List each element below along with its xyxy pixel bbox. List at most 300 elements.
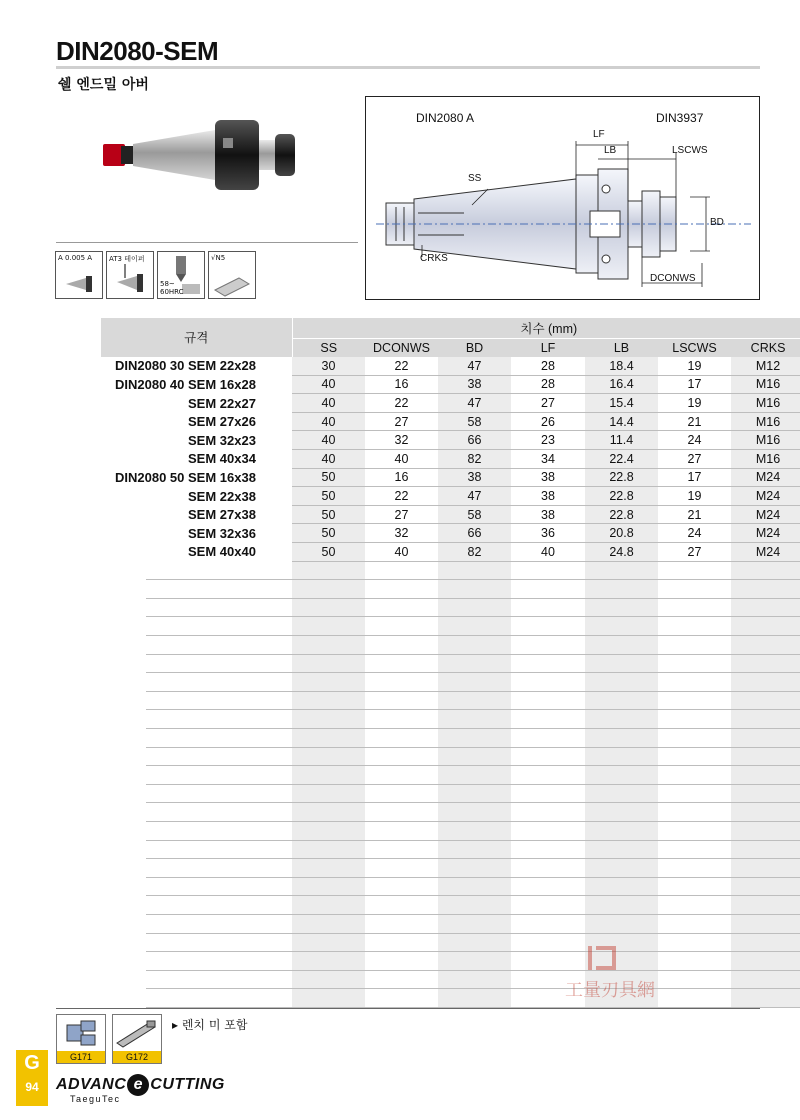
empty-cell	[438, 617, 511, 636]
cell-ss: 50	[292, 468, 365, 487]
table-row	[101, 450, 800, 469]
spec-cell	[101, 394, 292, 413]
empty-cell	[438, 877, 511, 896]
cell-lf: 23	[511, 431, 585, 450]
spec-size: SEM 16x28	[188, 376, 256, 392]
empty-cell	[585, 766, 658, 785]
cell-ss: 40	[292, 431, 365, 450]
cell-ss: 30	[292, 357, 365, 376]
empty-cell	[438, 580, 511, 599]
spec-size: SEM 40x40	[188, 544, 256, 560]
cell-bd: 66	[438, 431, 511, 450]
empty-cell	[292, 561, 365, 580]
title-divider	[56, 66, 760, 69]
empty-cell	[438, 561, 511, 580]
empty-cell	[658, 766, 731, 785]
empty-cell	[511, 877, 585, 896]
empty-cell	[292, 989, 365, 1008]
empty-cell	[511, 747, 585, 766]
page-subtitle: 쉘 엔드밀 아버	[58, 77, 149, 93]
bottom-divider	[56, 1008, 760, 1009]
cell-bd: 38	[438, 375, 511, 394]
cell-crks: M16	[731, 394, 800, 413]
empty-spec-cell	[101, 747, 292, 766]
empty-spec-cell	[101, 710, 292, 729]
cell-crks: M24	[731, 524, 800, 543]
empty-cell	[585, 859, 658, 878]
empty-cell	[438, 654, 511, 673]
spec-cell	[101, 505, 292, 524]
empty-cell	[365, 766, 438, 785]
empty-cell	[731, 821, 800, 840]
empty-cell	[511, 840, 585, 859]
empty-cell	[292, 877, 365, 896]
spec-size: SEM 27x38	[188, 507, 256, 523]
empty-spec-cell	[101, 821, 292, 840]
empty-cell	[292, 821, 365, 840]
empty-row	[101, 747, 800, 766]
empty-spec-cell	[101, 989, 292, 1008]
dim-crks: CRKS	[420, 253, 448, 264]
empty-cell	[365, 747, 438, 766]
empty-cell	[292, 617, 365, 636]
empty-cell	[292, 784, 365, 803]
empty-cell	[365, 859, 438, 878]
spec-cell	[101, 375, 292, 394]
empty-cell	[731, 766, 800, 785]
key-icon	[113, 1015, 161, 1051]
empty-cell	[438, 803, 511, 822]
empty-cell	[731, 784, 800, 803]
empty-cell	[511, 728, 585, 747]
empty-row	[101, 914, 800, 933]
empty-spec-cell	[101, 952, 292, 971]
empty-cell	[365, 970, 438, 989]
empty-cell	[585, 877, 658, 896]
cell-lscws: 21	[658, 412, 731, 431]
cell-lf: 27	[511, 394, 585, 413]
empty-cell	[511, 673, 585, 692]
spec-size: SEM 22x28	[188, 358, 256, 374]
empty-cell	[438, 747, 511, 766]
column-header-lb: LB	[585, 338, 658, 357]
empty-cell	[658, 580, 731, 599]
empty-row	[101, 710, 800, 729]
empty-cell	[292, 728, 365, 747]
cell-dconws: 22	[365, 394, 438, 413]
cell-dconws: 27	[365, 505, 438, 524]
empty-cell	[511, 803, 585, 822]
spec-table	[56, 318, 786, 1008]
empty-spec-cell	[101, 598, 292, 617]
empty-spec-cell	[101, 840, 292, 859]
spec-size: SEM 22x38	[188, 488, 256, 504]
empty-cell	[731, 859, 800, 878]
spec-header: 규격	[101, 318, 292, 357]
empty-spec-cell	[101, 859, 292, 878]
empty-cell	[292, 598, 365, 617]
cell-dconws: 27	[365, 412, 438, 431]
empty-cell	[438, 896, 511, 915]
empty-spec-cell	[101, 784, 292, 803]
cell-crks: M16	[731, 412, 800, 431]
drawing-svg	[366, 97, 759, 299]
empty-row	[101, 691, 800, 710]
empty-cell	[658, 561, 731, 580]
empty-cell	[292, 859, 365, 878]
empty-cell	[511, 710, 585, 729]
cell-crks: M16	[731, 431, 800, 450]
column-header-crks: CRKS	[731, 338, 800, 357]
accessory-code: G171	[57, 1051, 105, 1063]
empty-cell	[365, 617, 438, 636]
empty-spec-cell	[101, 877, 292, 896]
spec-cell	[101, 543, 292, 562]
empty-cell	[658, 840, 731, 859]
surface-finish-icon	[208, 251, 256, 299]
cell-bd: 58	[438, 505, 511, 524]
table-row	[101, 468, 800, 487]
empty-cell	[365, 710, 438, 729]
spec-size: SEM 40x34	[188, 451, 256, 467]
cell-crks: M16	[731, 450, 800, 469]
empty-cell	[365, 914, 438, 933]
cell-lscws: 27	[658, 543, 731, 562]
empty-cell	[731, 970, 800, 989]
cell-lf: 28	[511, 375, 585, 394]
empty-cell	[585, 598, 658, 617]
empty-cell	[731, 896, 800, 915]
empty-cell	[731, 691, 800, 710]
spec-cell	[101, 450, 292, 469]
cell-lf: 38	[511, 468, 585, 487]
spec-size: SEM 32x36	[188, 525, 256, 541]
empty-row	[101, 784, 800, 803]
empty-spec-cell	[101, 803, 292, 822]
empty-cell	[658, 896, 731, 915]
empty-cell	[438, 673, 511, 692]
cell-lf: 34	[511, 450, 585, 469]
empty-cell	[658, 914, 731, 933]
empty-row	[101, 933, 800, 952]
empty-cell	[585, 691, 658, 710]
column-header-lscws: LSCWS	[658, 338, 731, 357]
technical-drawing	[365, 96, 760, 300]
empty-cell	[438, 840, 511, 859]
cell-dconws: 32	[365, 524, 438, 543]
empty-cell	[365, 877, 438, 896]
runout-tolerance-icon	[55, 251, 103, 299]
table-row	[101, 543, 800, 562]
empty-cell	[511, 617, 585, 636]
empty-cell	[438, 914, 511, 933]
empty-spec-cell	[101, 561, 292, 580]
empty-cell	[365, 580, 438, 599]
empty-cell	[292, 970, 365, 989]
empty-cell	[658, 747, 731, 766]
empty-cell	[438, 710, 511, 729]
empty-cell	[365, 561, 438, 580]
cell-ss: 50	[292, 543, 365, 562]
empty-row	[101, 896, 800, 915]
empty-cell	[585, 617, 658, 636]
column-header-ss: SS	[292, 338, 365, 357]
brand-logo	[56, 1074, 225, 1096]
empty-cell	[511, 691, 585, 710]
empty-cell	[585, 580, 658, 599]
empty-row	[101, 580, 800, 599]
empty-cell	[365, 673, 438, 692]
cell-lb: 16.4	[585, 375, 658, 394]
empty-cell	[658, 728, 731, 747]
table-row	[101, 394, 800, 413]
cell-lscws: 24	[658, 524, 731, 543]
empty-cell	[511, 561, 585, 580]
column-header-dconws: DCONWS	[365, 338, 438, 357]
spec-size: SEM 16x38	[188, 469, 256, 485]
empty-cell	[365, 952, 438, 971]
cell-crks: M12	[731, 357, 800, 376]
dim-lf: LF	[593, 129, 605, 140]
cell-bd: 47	[438, 394, 511, 413]
empty-cell	[438, 970, 511, 989]
empty-cell	[511, 636, 585, 655]
cell-lscws: 21	[658, 505, 731, 524]
dim-ss: SS	[468, 173, 482, 184]
cell-ss: 50	[292, 524, 365, 543]
empty-cell	[511, 821, 585, 840]
cell-dconws: 32	[365, 431, 438, 450]
column-header-lf: LF	[511, 338, 585, 357]
empty-cell	[438, 784, 511, 803]
empty-spec-cell	[101, 691, 292, 710]
empty-cell	[658, 784, 731, 803]
empty-spec-cell	[101, 970, 292, 989]
cell-lscws: 27	[658, 450, 731, 469]
empty-cell	[731, 673, 800, 692]
empty-row	[101, 989, 800, 1008]
table-row	[101, 524, 800, 543]
empty-cell	[365, 654, 438, 673]
empty-cell	[511, 914, 585, 933]
cell-lb: 24.8	[585, 543, 658, 562]
empty-cell	[511, 654, 585, 673]
brand-subtitle: TaeguTec	[70, 1094, 121, 1104]
empty-spec-cell	[101, 580, 292, 599]
table-body	[101, 357, 800, 1008]
empty-cell	[585, 654, 658, 673]
empty-cell	[511, 859, 585, 878]
empty-row	[101, 952, 800, 971]
cell-dconws: 40	[365, 543, 438, 562]
empty-row	[101, 673, 800, 692]
cell-bd: 82	[438, 543, 511, 562]
spec-cell	[101, 468, 292, 487]
empty-cell	[292, 914, 365, 933]
cell-ss: 40	[292, 450, 365, 469]
empty-cell	[731, 561, 800, 580]
empty-cell	[731, 803, 800, 822]
empty-cell	[731, 636, 800, 655]
empty-row	[101, 654, 800, 673]
empty-cell	[585, 803, 658, 822]
cell-lb: 20.8	[585, 524, 658, 543]
empty-cell	[365, 989, 438, 1008]
empty-cell	[731, 989, 800, 1008]
spec-group: DIN2080 30	[114, 358, 185, 374]
empty-cell	[585, 784, 658, 803]
empty-cell	[658, 859, 731, 878]
empty-cell	[511, 580, 585, 599]
tolerance-value: 0.005 A	[65, 254, 93, 262]
empty-cell	[438, 636, 511, 655]
empty-cell	[658, 636, 731, 655]
empty-cell	[731, 710, 800, 729]
empty-cell	[511, 598, 585, 617]
spec-size: SEM 22x27	[188, 395, 256, 411]
empty-cell	[438, 933, 511, 952]
empty-cell	[438, 989, 511, 1008]
cell-crks: M24	[731, 487, 800, 506]
empty-cell	[658, 877, 731, 896]
cell-crks: M24	[731, 543, 800, 562]
empty-cell	[292, 654, 365, 673]
empty-cell	[292, 933, 365, 952]
accessory-g172[interactable]	[112, 1014, 162, 1064]
empty-cell	[658, 821, 731, 840]
empty-row	[101, 821, 800, 840]
empty-row	[101, 766, 800, 785]
cell-bd: 58	[438, 412, 511, 431]
spec-size: SEM 32x23	[188, 432, 256, 448]
cell-crks: M24	[731, 505, 800, 524]
empty-row	[101, 636, 800, 655]
empty-spec-cell	[101, 728, 292, 747]
empty-cell	[438, 728, 511, 747]
cell-ss: 40	[292, 412, 365, 431]
empty-cell	[731, 728, 800, 747]
cell-lf: 28	[511, 357, 585, 376]
wrench-icon	[57, 1015, 105, 1051]
empty-cell	[658, 673, 731, 692]
cell-dconws: 40	[365, 450, 438, 469]
dim-dconws: DCONWS	[650, 273, 696, 284]
empty-cell	[585, 710, 658, 729]
diagram-label-din3937: DIN3937	[656, 111, 704, 125]
spec-cell	[101, 357, 292, 376]
accessory-note: ▸ 렌치 미 포함	[172, 1018, 248, 1032]
cell-lf: 38	[511, 505, 585, 524]
empty-cell	[292, 673, 365, 692]
cell-dconws: 22	[365, 487, 438, 506]
cell-lscws: 24	[658, 431, 731, 450]
empty-cell	[438, 821, 511, 840]
empty-spec-cell	[101, 617, 292, 636]
empty-cell	[585, 821, 658, 840]
table-row	[101, 431, 800, 450]
diagram-label-din2080a: DIN2080 A	[416, 111, 475, 125]
cell-lscws: 19	[658, 487, 731, 506]
cell-ss: 40	[292, 394, 365, 413]
empty-cell	[365, 933, 438, 952]
cell-lscws: 19	[658, 357, 731, 376]
empty-cell	[731, 914, 800, 933]
page-number: 94	[25, 1080, 39, 1094]
empty-row	[101, 840, 800, 859]
empty-cell	[658, 691, 731, 710]
empty-cell	[731, 933, 800, 952]
brand-e: e	[127, 1074, 149, 1096]
empty-cell	[365, 803, 438, 822]
spec-cell	[101, 412, 292, 431]
watermark	[540, 942, 680, 1012]
empty-row	[101, 877, 800, 896]
empty-cell	[511, 896, 585, 915]
cell-dconws: 16	[365, 468, 438, 487]
cell-crks: M24	[731, 468, 800, 487]
table-row	[101, 357, 800, 376]
cell-lf: 36	[511, 524, 585, 543]
empty-cell	[511, 766, 585, 785]
accessory-g171[interactable]	[56, 1014, 106, 1064]
spec-group: DIN2080 50	[114, 469, 185, 485]
empty-cell	[585, 673, 658, 692]
empty-cell	[585, 728, 658, 747]
brand-pre: ADVANC	[56, 1076, 127, 1093]
empty-spec-cell	[101, 766, 292, 785]
empty-row	[101, 803, 800, 822]
empty-cell	[438, 766, 511, 785]
empty-cell	[292, 636, 365, 655]
empty-spec-cell	[101, 896, 292, 915]
empty-cell	[438, 952, 511, 971]
cell-ss: 40	[292, 375, 365, 394]
table-row	[101, 375, 800, 394]
empty-cell	[365, 636, 438, 655]
empty-cell	[365, 784, 438, 803]
cell-dconws: 22	[365, 357, 438, 376]
empty-cell	[292, 896, 365, 915]
section-tab	[16, 1050, 48, 1106]
cell-crks: M16	[731, 375, 800, 394]
cell-bd: 38	[438, 468, 511, 487]
cell-lscws: 17	[658, 468, 731, 487]
empty-cell	[292, 952, 365, 971]
hardness-label: 58~ 60HRC	[160, 280, 184, 296]
empty-cell	[365, 821, 438, 840]
empty-cell	[292, 747, 365, 766]
empty-row	[101, 617, 800, 636]
spec-group: DIN2080 40	[114, 376, 185, 392]
cell-lb: 11.4	[585, 431, 658, 450]
spec-cell	[101, 487, 292, 506]
empty-cell	[731, 747, 800, 766]
empty-cell	[292, 766, 365, 785]
column-header-bd: BD	[438, 338, 511, 357]
cell-bd: 47	[438, 357, 511, 376]
empty-cell	[585, 840, 658, 859]
empty-cell	[585, 561, 658, 580]
photo-divider	[56, 242, 358, 243]
empty-cell	[585, 914, 658, 933]
spec-size: SEM 27x26	[188, 414, 256, 430]
empty-cell	[292, 840, 365, 859]
empty-cell	[731, 877, 800, 896]
cell-lb: 22.8	[585, 468, 658, 487]
cell-bd: 47	[438, 487, 511, 506]
cell-ss: 50	[292, 505, 365, 524]
watermark-text: 工量刃具網	[565, 980, 655, 1001]
